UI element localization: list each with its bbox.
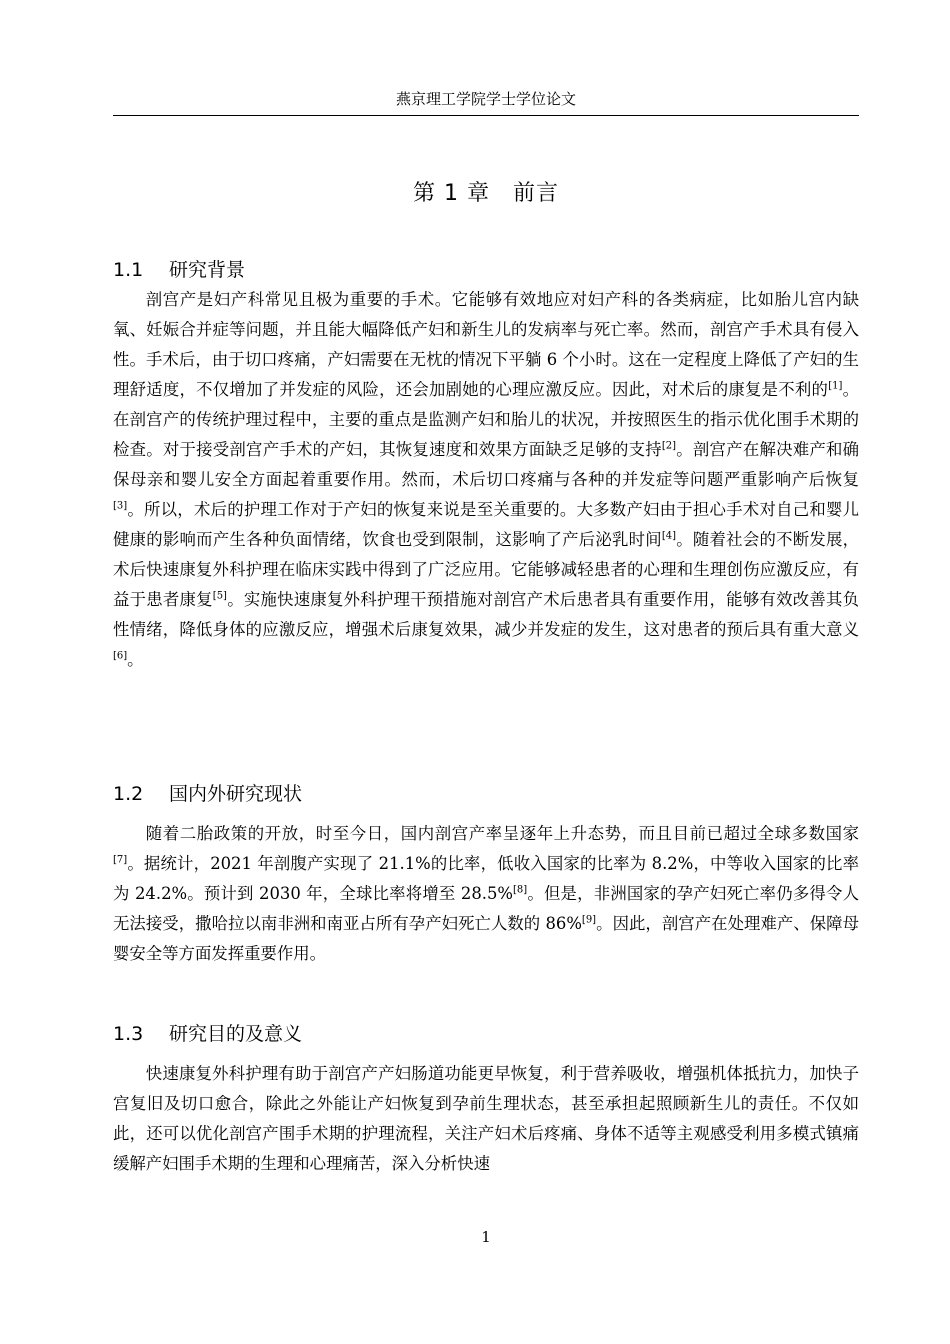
paragraph-text: 。据统计，2021 年剖腹产实现了 21.1%的比率，低收入国家的比率为 8.2%，中等收入国家的比率为 24.2%。预计到 2030 年，全球比率将增至 28.5% [113, 854, 859, 903]
section-heading-1-2 [113, 779, 302, 806]
paragraph-research-purpose [113, 1059, 859, 1179]
paragraph-text: 剖宫产是妇产科常见且极为重要的手术。它能够有效地应对妇产科的各类病症，比如胎儿宫内缺氧、妊娠合并症等问题，并且能大幅降低产妇和新生儿的发病率与死亡率。然而，剖宫产手术具有侵入性。手术后，由于切口疼痛，产妇需要在无枕的情况下平躺 6 个小时。这在一定程度上降低了产妇的生理舒适度，不仅增加了并发症的风险，还会加剧她的心理应激反应。因此，对术后的康复是不利的 [113, 290, 859, 399]
page-number: 1 [481, 1228, 491, 1246]
paragraph-research-status [113, 819, 859, 969]
section-title: 国内外研究现状 [169, 783, 303, 805]
paragraph-text: 随着二胎政策的开放，时至今日，国内剖宫产率呈逐年上升态势，而且目前已超过全球多数国家 [145, 824, 859, 843]
citation-reference: [9] [581, 914, 597, 926]
section-title: 研究背景 [169, 259, 246, 281]
paragraph-text: 。随着社会的不断发展，术后快速康复外科护理在临床实践中得到了广泛应用。它能够减轻患者的心理和生理创伤应激反应，有益于患者康复 [113, 530, 860, 609]
paragraph-text: 。因此，剖宫产在处理难产、保障母婴安全等方面发挥重要作用。 [113, 914, 860, 963]
citation-reference: [5] [212, 590, 227, 602]
section-title: 研究目的及意义 [169, 1023, 303, 1045]
section-number: 1.2 [113, 783, 144, 805]
section-heading-1-3 [113, 1019, 302, 1046]
paragraph-text: 。实施快速康复外科护理干预措施对剖宫产术后患者具有重要作用，能够有效改善其负性情绪，降低身体的应激反应，增强术后康复效果，减少并发症的发生，这对患者的预后具有重大意义 [113, 590, 859, 639]
citation-reference: [2] [661, 440, 677, 452]
paragraph-text: 快速康复外科护理有助于剖宫产产妇肠道功能更早恢复，利于营养吸收，增强机体抵抗力，加快子宫复旧及切口愈合，除此之外能让产妇恢复到孕前生理状态，甚至承担起照顾新生儿的责任。不仅如此，还可以优化剖宫产围手术期的护理流程，关注产妇术后疼痛、身体不适等主观感受利用多模式镇痛缓解产妇围手术期的生理和心理痛苦，深入分析快速 [113, 1064, 859, 1173]
paragraph-text: 。 [127, 650, 144, 669]
section-number: 1.1 [113, 259, 144, 281]
running-header: 燕京理工学院学士学位论文 [113, 88, 859, 116]
paragraph-text: 。在剖宫产的传统护理过程中，主要的重点是监测产妇和胎儿的状况，并按照医生的指示优化围手术期的检查。对于接受剖宫产手术的产妇，其恢复速度和效果方面缺乏足够的支持 [113, 380, 860, 459]
citation-reference: [6] [113, 650, 128, 662]
citation-reference: [1] [828, 380, 843, 392]
paragraph-research-background [113, 285, 859, 675]
citation-reference: [4] [661, 530, 677, 542]
paragraph-text: 。剖宫产在解决难产和确保母亲和婴儿安全方面起着重要作用。然而，术后切口疼痛与各种的并发症等问题严重影响产后恢复 [113, 440, 860, 489]
section-number: 1.3 [113, 1023, 144, 1045]
paragraph-text: 。所以，术后的护理工作对于产妇的恢复来说是至关重要的。大多数产妇由于担心手术对自己和婴儿健康的影响而产生各种负面情绪，饮食也受到限制，这影响了产后泌乳时间 [113, 500, 859, 549]
citation-reference: [8] [512, 884, 528, 896]
citation-reference: [3] [113, 500, 128, 512]
section-heading-1-1 [113, 255, 245, 282]
paragraph-text: 。但是，非洲国家的孕产妇死亡率仍多得令人无法接受，撒哈拉以南非洲和南亚占所有孕产妇死亡人数的 86% [113, 884, 859, 933]
chapter-title: 第 1 章 前言 [413, 181, 559, 206]
citation-reference: [7] [113, 854, 128, 866]
